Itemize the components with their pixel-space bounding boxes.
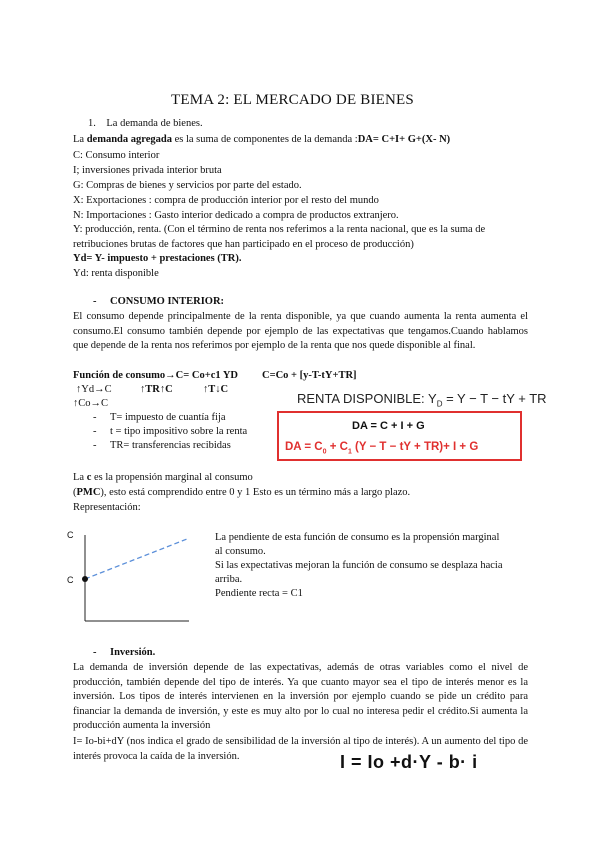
- da-box-part: DA = C: [285, 441, 323, 453]
- sub-item: TR= transferencias recibidas: [110, 440, 231, 451]
- yd-formula: Yd= Y- impuesto + prestaciones (TR).: [73, 253, 242, 264]
- da-prefix: La: [73, 134, 87, 145]
- da-mid: es la suma de componentes de la demanda :: [171, 134, 358, 145]
- inversion-paragraph-2: I= Io-bi+dY (nos indica el grado de sensibilidad de la inversión al tipo de interés). A un aumento del tipo de interés provoca la caída de la inversión.: [73, 736, 528, 762]
- da-box-part: (Y − T − tY + TR)+ I + G: [351, 441, 479, 453]
- da-box-sub: 0: [322, 448, 327, 456]
- pmc-abbrev: PMC: [76, 487, 101, 498]
- consumption-line: [85, 539, 187, 579]
- da-box-line2: [285, 441, 478, 455]
- bullet: -: [93, 412, 97, 423]
- arrow-relation: ↑T↓C: [203, 384, 229, 395]
- def-line: retribuciones brutas de factores que han participado en el proceso de producción): [73, 239, 414, 250]
- consumo-function: Función de consumo→C= Co+c1 YD: [73, 370, 239, 381]
- da-box-line1: DA = C + I + G: [352, 420, 425, 432]
- def-line: N: Importaciones : Gasto interior dedicado a compra de productos extranjero.: [73, 210, 399, 221]
- da-definition-line: [73, 133, 450, 146]
- consumo-heading: CONSUMO INTERIOR:: [110, 296, 225, 307]
- def-line: X: Exportaciones : compra de producción interior por el resto del mundo: [73, 195, 379, 206]
- chart-text-line: La pendiente de esta función de consumo es la propensión marginal: [215, 532, 500, 543]
- da-box-sub: 1: [347, 448, 352, 456]
- pmc-line1: [73, 471, 253, 484]
- pmc-c: c: [86, 472, 92, 483]
- arrow-relation: ↑Co→C: [73, 398, 109, 409]
- chart-text-line: Pendiente recta = C1: [215, 588, 303, 599]
- def-line: G: Compras de bienes y servicios por parte del estado.: [73, 180, 302, 191]
- pmc-line2: [73, 486, 410, 499]
- pmc-text: es la propensión marginal al consumo: [91, 472, 253, 483]
- pmc-text: ), esto está comprendido entre 0 y 1 Esto es un término más a largo plazo.: [100, 487, 411, 498]
- chart-label-intercept: C: [67, 575, 74, 585]
- bullet: -: [93, 426, 97, 437]
- chart-text-line: Si las expectativas mejoran la función de consumo se desplaza hacia: [215, 560, 503, 571]
- renta-label-rest: = Y − T − tY + TR: [442, 391, 547, 406]
- chart-label-top: C: [67, 530, 74, 540]
- renta-disponible-label: [297, 391, 547, 409]
- pmc-text: (: [73, 487, 77, 498]
- def-line: C: Consumo interior: [73, 150, 160, 161]
- sub-item: T= impuesto de cuantía fija: [110, 412, 226, 423]
- consumo-paragraph: El consumo depende principalmente de la renta disponible, ya que cuando aumenta la renta aumenta el consumo.El consumo también depende por ejemplo de las expectativas que tengamos.Cuando hablamos que depende de la renta nos referimos por ejemplo de la renta que nos quede disponible al final.: [73, 311, 528, 351]
- pmc-text: La: [73, 472, 87, 483]
- list-item-demanda: 1. La demanda de bienes.: [88, 118, 203, 129]
- da-box-part: + C: [326, 441, 348, 453]
- renta-label-text: RENTA DISPONIBLE: Y: [297, 391, 437, 406]
- renta-subscript: D: [436, 399, 443, 409]
- consumo-function-expanded: C=Co + [y-T-tY+TR]: [262, 370, 357, 381]
- chart-text-line: al consumo.: [215, 546, 266, 557]
- consumption-chart: [63, 527, 191, 627]
- da-bold-term: demanda agregada: [86, 134, 172, 145]
- yd-definition: Yd: renta disponible: [73, 268, 159, 279]
- chart-text-line: arriba.: [215, 574, 243, 585]
- intercept-point: [82, 576, 88, 582]
- sub-item: t = tipo impositivo sobre la renta: [110, 426, 248, 437]
- inversion-heading: Inversión.: [110, 647, 156, 658]
- page-title: TEMA 2: EL MERCADO DE BIENES: [171, 92, 414, 108]
- arrow-relation: ↑Yd→C: [76, 384, 112, 395]
- def-line: I; inversiones privada interior bruta: [73, 165, 222, 176]
- inversion-big-formula: I = Io +d·Y - b· i: [340, 752, 478, 772]
- bullet: -: [93, 440, 97, 451]
- arrow-relation: ↑TR↑C: [140, 384, 173, 395]
- representacion-label: Representación:: [73, 502, 141, 513]
- def-line: Y: producción, renta. (Con el término de renta nos referimos a la renta nacional, que es la suma de: [73, 224, 486, 235]
- inversion-paragraph: La demanda de inversión depende de las expectativas, además de otras variables como el nivel de producción, también depende del tipo de interés. Ya que cuanto mayor sea el tipo de interés menor es la inversión. Los tipos de interés intervienen en la inversión por ejemplo cuando se pide un crédito para financiar la demanda de inversión, y este es muy alto por lo cual no interesa pedir el crédito.Si aumenta la producción aumenta la inversión: [73, 662, 528, 731]
- bullet: -: [93, 647, 97, 658]
- bullet: -: [93, 296, 97, 307]
- da-formula: DA= C+I+ G+(X- N): [357, 134, 451, 145]
